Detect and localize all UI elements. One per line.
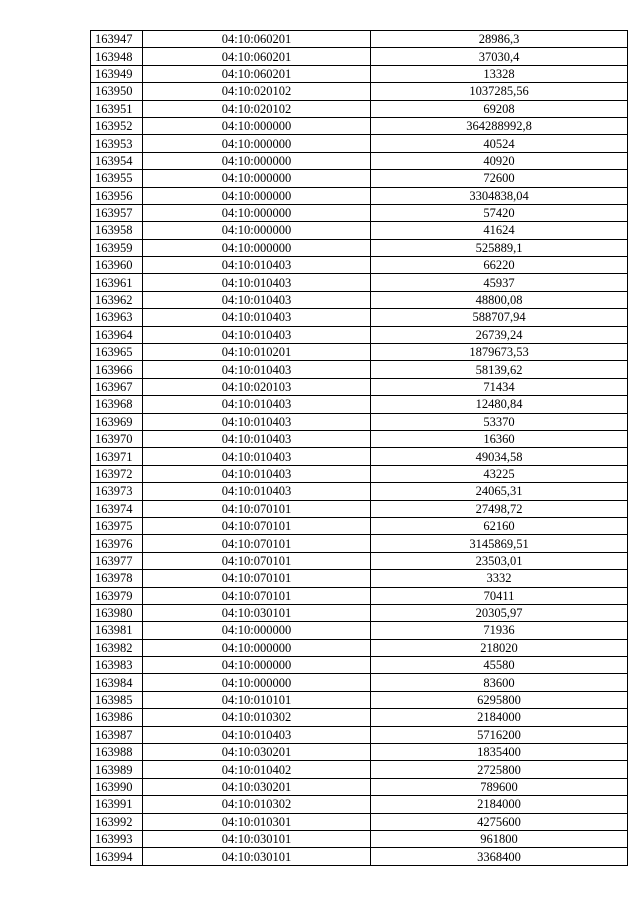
row-number-cell: 163988 xyxy=(91,744,143,761)
row-number-cell: 163977 xyxy=(91,552,143,569)
table-row xyxy=(91,848,628,865)
cadastral-quarter-cell: 04:10:070101 xyxy=(143,570,371,587)
value-cell: 40524 xyxy=(371,135,628,152)
cadastral-quarter-cell: 04:10:000000 xyxy=(143,674,371,691)
value-cell: 37030,4 xyxy=(371,48,628,65)
cadastral-quarter-cell: 04:10:000000 xyxy=(143,187,371,204)
table-row xyxy=(91,465,628,482)
row-number-cell: 163965 xyxy=(91,344,143,361)
cadastral-quarter-cell: 04:10:010302 xyxy=(143,796,371,813)
value-cell: 1037285,56 xyxy=(371,83,628,100)
value-cell: 69208 xyxy=(371,100,628,117)
row-number-cell: 163985 xyxy=(91,691,143,708)
cadastral-quarter-cell: 04:10:020102 xyxy=(143,83,371,100)
row-number-cell: 163960 xyxy=(91,257,143,274)
value-cell: 71434 xyxy=(371,378,628,395)
table-row xyxy=(91,587,628,604)
table-row xyxy=(91,344,628,361)
table-row xyxy=(91,239,628,256)
cadastral-quarter-cell: 04:10:000000 xyxy=(143,222,371,239)
cadastral-quarter-cell: 04:10:000000 xyxy=(143,117,371,134)
row-number-cell: 163964 xyxy=(91,326,143,343)
row-number-cell: 163958 xyxy=(91,222,143,239)
cadastral-quarter-cell: 04:10:010403 xyxy=(143,309,371,326)
table-row xyxy=(91,430,628,447)
value-cell: 3304838,04 xyxy=(371,187,628,204)
cadastral-quarter-cell: 04:10:010403 xyxy=(143,257,371,274)
table-row xyxy=(91,604,628,621)
value-cell: 43225 xyxy=(371,465,628,482)
value-cell: 13328 xyxy=(371,65,628,82)
cadastral-quarter-cell: 04:10:010403 xyxy=(143,326,371,343)
table-row xyxy=(91,31,628,48)
table-row xyxy=(91,535,628,552)
row-number-cell: 163980 xyxy=(91,604,143,621)
table-row xyxy=(91,413,628,430)
row-number-cell: 163955 xyxy=(91,170,143,187)
row-number-cell: 163993 xyxy=(91,830,143,847)
row-number-cell: 163963 xyxy=(91,309,143,326)
row-number-cell: 163959 xyxy=(91,239,143,256)
cadastral-quarter-cell: 04:10:060201 xyxy=(143,65,371,82)
table-row xyxy=(91,291,628,308)
cadastral-quarter-cell: 04:10:030201 xyxy=(143,744,371,761)
row-number-cell: 163951 xyxy=(91,100,143,117)
value-cell: 961800 xyxy=(371,830,628,847)
cadastral-quarter-cell: 04:10:000000 xyxy=(143,239,371,256)
table-row xyxy=(91,517,628,534)
cadastral-quarter-cell: 04:10:010403 xyxy=(143,361,371,378)
table-row xyxy=(91,309,628,326)
row-number-cell: 163961 xyxy=(91,274,143,291)
cadastral-quarter-cell: 04:10:060201 xyxy=(143,31,371,48)
cadastral-quarter-cell: 04:10:070101 xyxy=(143,500,371,517)
table-row xyxy=(91,761,628,778)
table-row xyxy=(91,813,628,830)
cadastral-quarter-cell: 04:10:010403 xyxy=(143,396,371,413)
value-cell: 26739,24 xyxy=(371,326,628,343)
row-number-cell: 163987 xyxy=(91,726,143,743)
row-number-cell: 163974 xyxy=(91,500,143,517)
cadastral-quarter-cell: 04:10:000000 xyxy=(143,135,371,152)
row-number-cell: 163969 xyxy=(91,413,143,430)
table-row xyxy=(91,135,628,152)
cadastral-quarter-cell: 04:10:000000 xyxy=(143,170,371,187)
cadastral-quarter-cell: 04:10:000000 xyxy=(143,204,371,221)
cadastral-quarter-cell: 04:10:010403 xyxy=(143,465,371,482)
value-cell: 20305,97 xyxy=(371,604,628,621)
cadastral-quarter-cell: 04:10:010402 xyxy=(143,761,371,778)
cadastral-quarter-cell: 04:10:030101 xyxy=(143,848,371,865)
value-cell: 66220 xyxy=(371,257,628,274)
value-cell: 58139,62 xyxy=(371,361,628,378)
value-cell: 2184000 xyxy=(371,709,628,726)
row-number-cell: 163971 xyxy=(91,448,143,465)
value-cell: 2725800 xyxy=(371,761,628,778)
row-number-cell: 163982 xyxy=(91,639,143,656)
value-cell: 83600 xyxy=(371,674,628,691)
table-row xyxy=(91,152,628,169)
table-row xyxy=(91,257,628,274)
table-row xyxy=(91,726,628,743)
value-cell: 2184000 xyxy=(371,796,628,813)
cadastral-quarter-cell: 04:10:010201 xyxy=(143,344,371,361)
cadastral-quarter-cell: 04:10:000000 xyxy=(143,152,371,169)
row-number-cell: 163984 xyxy=(91,674,143,691)
table-row xyxy=(91,378,628,395)
value-cell: 218020 xyxy=(371,639,628,656)
registry-table-body xyxy=(91,31,628,866)
table-row xyxy=(91,657,628,674)
table-row xyxy=(91,170,628,187)
row-number-cell: 163966 xyxy=(91,361,143,378)
cadastral-quarter-cell: 04:10:000000 xyxy=(143,657,371,674)
table-row xyxy=(91,570,628,587)
cadastral-quarter-cell: 04:10:070101 xyxy=(143,535,371,552)
cadastral-quarter-cell: 04:10:010403 xyxy=(143,413,371,430)
value-cell: 45937 xyxy=(371,274,628,291)
row-number-cell: 163954 xyxy=(91,152,143,169)
value-cell: 57420 xyxy=(371,204,628,221)
value-cell: 71936 xyxy=(371,622,628,639)
value-cell: 12480,84 xyxy=(371,396,628,413)
value-cell: 1835400 xyxy=(371,744,628,761)
table-row xyxy=(91,48,628,65)
value-cell: 3145869,51 xyxy=(371,535,628,552)
row-number-cell: 163989 xyxy=(91,761,143,778)
table-row xyxy=(91,361,628,378)
row-number-cell: 163975 xyxy=(91,517,143,534)
row-number-cell: 163950 xyxy=(91,83,143,100)
row-number-cell: 163990 xyxy=(91,778,143,795)
table-row xyxy=(91,709,628,726)
cadastral-quarter-cell: 04:10:010302 xyxy=(143,709,371,726)
value-cell: 6295800 xyxy=(371,691,628,708)
table-row xyxy=(91,674,628,691)
cadastral-quarter-cell: 04:10:010301 xyxy=(143,813,371,830)
cadastral-quarter-cell: 04:10:010403 xyxy=(143,274,371,291)
row-number-cell: 163953 xyxy=(91,135,143,152)
value-cell: 1879673,53 xyxy=(371,344,628,361)
value-cell: 588707,94 xyxy=(371,309,628,326)
value-cell: 48800,08 xyxy=(371,291,628,308)
value-cell: 24065,31 xyxy=(371,483,628,500)
row-number-cell: 163947 xyxy=(91,31,143,48)
row-number-cell: 163970 xyxy=(91,430,143,447)
cadastral-quarter-cell: 04:10:010403 xyxy=(143,430,371,447)
row-number-cell: 163979 xyxy=(91,587,143,604)
table-row xyxy=(91,83,628,100)
value-cell: 72600 xyxy=(371,170,628,187)
table-row xyxy=(91,691,628,708)
table-row xyxy=(91,639,628,656)
table-row xyxy=(91,500,628,517)
table-row xyxy=(91,396,628,413)
cadastral-quarter-cell: 04:10:010101 xyxy=(143,691,371,708)
value-cell: 23503,01 xyxy=(371,552,628,569)
cadastral-quarter-cell: 04:10:030201 xyxy=(143,778,371,795)
value-cell: 3332 xyxy=(371,570,628,587)
cadastral-quarter-cell: 04:10:010403 xyxy=(143,726,371,743)
row-number-cell: 163952 xyxy=(91,117,143,134)
cadastral-quarter-cell: 04:10:000000 xyxy=(143,639,371,656)
value-cell: 28986,3 xyxy=(371,31,628,48)
table-row xyxy=(91,187,628,204)
table-row xyxy=(91,796,628,813)
cadastral-quarter-cell: 04:10:010403 xyxy=(143,483,371,500)
value-cell: 5716200 xyxy=(371,726,628,743)
cadastral-quarter-cell: 04:10:000000 xyxy=(143,622,371,639)
table-row xyxy=(91,222,628,239)
table-row xyxy=(91,552,628,569)
value-cell: 789600 xyxy=(371,778,628,795)
value-cell: 16360 xyxy=(371,430,628,447)
row-number-cell: 163967 xyxy=(91,378,143,395)
row-number-cell: 163968 xyxy=(91,396,143,413)
cadastral-quarter-cell: 04:10:010403 xyxy=(143,448,371,465)
value-cell: 525889,1 xyxy=(371,239,628,256)
table-row xyxy=(91,100,628,117)
table-row xyxy=(91,117,628,134)
table-row xyxy=(91,204,628,221)
value-cell: 45580 xyxy=(371,657,628,674)
table-row xyxy=(91,65,628,82)
table-row xyxy=(91,326,628,343)
cadastral-quarter-cell: 04:10:010403 xyxy=(143,291,371,308)
row-number-cell: 163991 xyxy=(91,796,143,813)
value-cell: 4275600 xyxy=(371,813,628,830)
row-number-cell: 163994 xyxy=(91,848,143,865)
row-number-cell: 163981 xyxy=(91,622,143,639)
row-number-cell: 163972 xyxy=(91,465,143,482)
row-number-cell: 163949 xyxy=(91,65,143,82)
table-row xyxy=(91,830,628,847)
row-number-cell: 163983 xyxy=(91,657,143,674)
table-row xyxy=(91,448,628,465)
cadastral-quarter-cell: 04:10:030101 xyxy=(143,604,371,621)
value-cell: 40920 xyxy=(371,152,628,169)
cadastral-quarter-cell: 04:10:030101 xyxy=(143,830,371,847)
table-row xyxy=(91,274,628,291)
value-cell: 27498,72 xyxy=(371,500,628,517)
cadastral-quarter-cell: 04:10:070101 xyxy=(143,587,371,604)
registry-table xyxy=(90,30,628,866)
row-number-cell: 163978 xyxy=(91,570,143,587)
value-cell: 62160 xyxy=(371,517,628,534)
row-number-cell: 163992 xyxy=(91,813,143,830)
value-cell: 41624 xyxy=(371,222,628,239)
cadastral-quarter-cell: 04:10:020102 xyxy=(143,100,371,117)
table-row xyxy=(91,483,628,500)
cadastral-quarter-cell: 04:10:070101 xyxy=(143,517,371,534)
value-cell: 53370 xyxy=(371,413,628,430)
value-cell: 70411 xyxy=(371,587,628,604)
row-number-cell: 163948 xyxy=(91,48,143,65)
row-number-cell: 163957 xyxy=(91,204,143,221)
row-number-cell: 163976 xyxy=(91,535,143,552)
cadastral-quarter-cell: 04:10:020103 xyxy=(143,378,371,395)
table-row xyxy=(91,778,628,795)
value-cell: 364288992,8 xyxy=(371,117,628,134)
table-row xyxy=(91,622,628,639)
cadastral-quarter-cell: 04:10:070101 xyxy=(143,552,371,569)
row-number-cell: 163973 xyxy=(91,483,143,500)
cadastral-quarter-cell: 04:10:060201 xyxy=(143,48,371,65)
row-number-cell: 163956 xyxy=(91,187,143,204)
table-row xyxy=(91,744,628,761)
value-cell: 49034,58 xyxy=(371,448,628,465)
row-number-cell: 163962 xyxy=(91,291,143,308)
row-number-cell: 163986 xyxy=(91,709,143,726)
value-cell: 3368400 xyxy=(371,848,628,865)
